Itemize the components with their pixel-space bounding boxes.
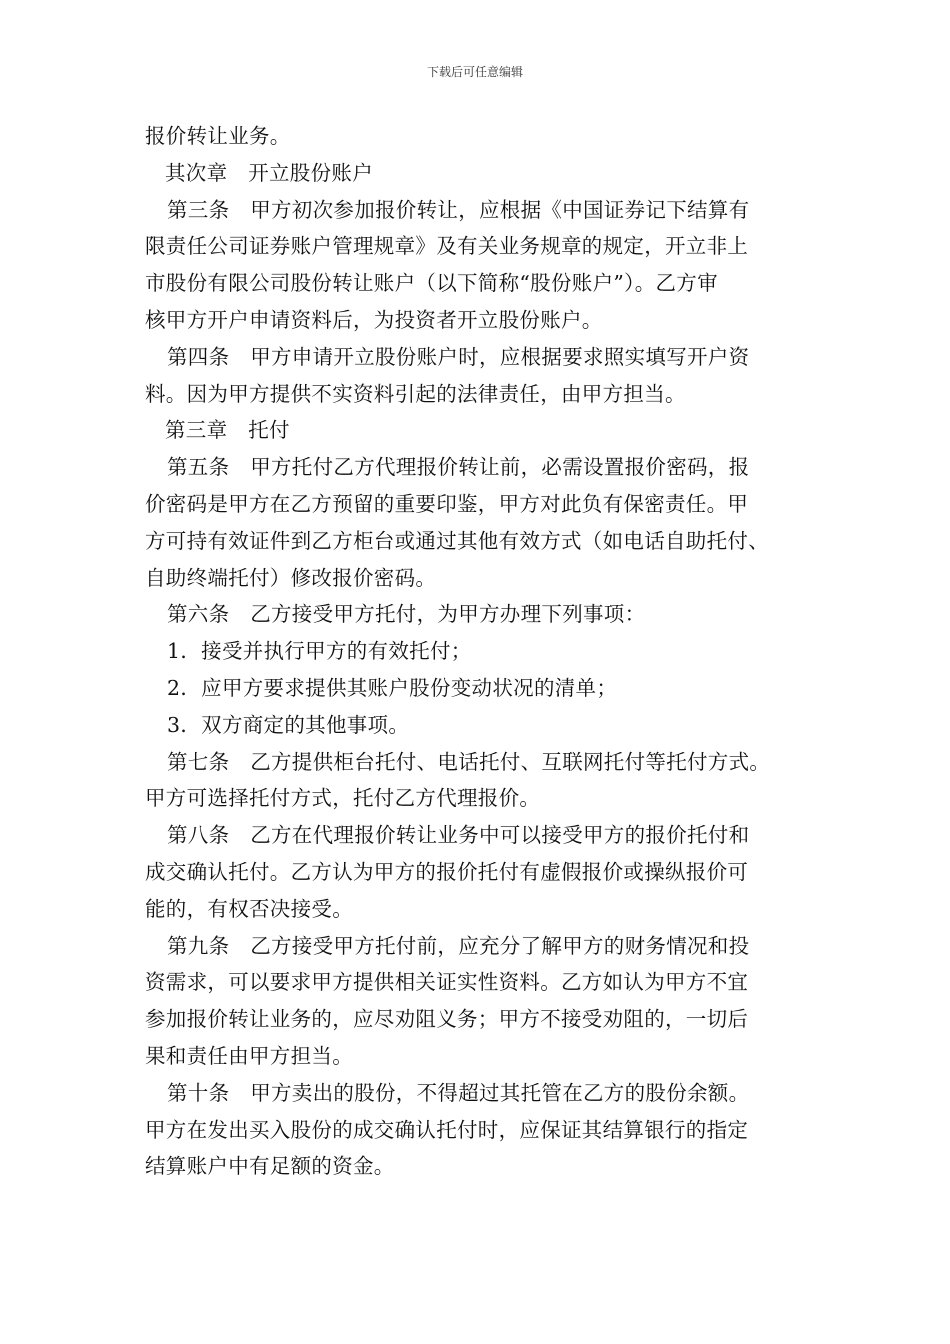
article-6-line: 第六条 乙方接受甲方托付，为甲方办理下列事项： [167,602,646,627]
text-line: 限责任公司证券账户管理规章》及有关业务规章的规定，开立非上 [145,234,749,259]
text-line: 成交确认托付。乙方认为甲方的报价托付有虚假报价或操纵报价可 [145,859,749,884]
article-8-line: 第八条 乙方在代理报价转让业务中可以接受甲方的报价托付和 [167,823,750,848]
article-4-line: 第四条 甲方申请开立股份账户时，应根据要求照实填写开户资 [167,344,750,369]
text-line: 报价转让业务。 [145,124,291,148]
article-10-line: 第十条 甲方卖出的股份，不得超过其托管在乙方的股份余额。 [167,1080,750,1105]
text-line: 价密码是甲方在乙方预留的重要印鉴，甲方对此负有保密责任。甲 [145,491,749,516]
text-line: 果和责任由甲方担当。 [145,1043,353,1068]
chapter-heading: 其次章 开立股份账户 [165,160,373,185]
text-line: 甲方可选择托付方式，托付乙方代理报价。 [145,786,541,811]
article-9-line: 第九条 乙方接受甲方托付前，应充分了解甲方的财务情况和投 [167,933,750,958]
text-line: 料。因为甲方提供不实资料引起的法律责任，由甲方担当。 [145,381,686,406]
article-3-line: 第三条 甲方初次参加报价转让，应根据《中国证券记下结算有 [167,197,750,222]
text-line: 能的，有权否决接受。 [145,896,353,921]
chapter-heading: 第三章 托付 [165,418,290,443]
text-line: 自助终端托付）修改报价密码。 [145,565,437,590]
text-line: 结算账户中有足额的资金。 [145,1154,395,1179]
list-item: 1．接受并执行甲方的有效托付； [167,639,472,664]
text-line: 市股份有限公司股份转让账户（以下简称“股份账户”）。乙方审 [145,271,718,296]
list-item: 2．应甲方要求提供其账户股份变动状况的清单； [167,675,618,700]
article-7-line: 第七条 乙方提供柜台托付、电话托付、互联网托付等托付方式。 [167,749,771,774]
page-header: 下载后可任意编辑 [426,65,523,79]
list-item: 3．双方商定的其他事项。 [167,712,410,737]
text-line: 方可持有效证件到乙方柜台或通过其他有效方式（如电话自助托付、 [145,528,769,553]
text-line: 参加报价转让业务的，应尽劝阻义务；甲方不接受劝阻的，一切后 [145,1007,749,1032]
document-body [145,118,825,1185]
text-line: 核甲方开户申请资料后，为投资者开立股份账户。 [145,307,603,332]
text-line: 资需求，可以要求甲方提供相关证实性资料。乙方如认为甲方不宜 [145,970,749,995]
article-5-line: 第五条 甲方托付乙方代理报价转让前，必需设置报价密码，报 [167,455,750,480]
text-line: 甲方在发出买入股份的成交确认托付时，应保证其结算银行的指定 [145,1117,749,1142]
